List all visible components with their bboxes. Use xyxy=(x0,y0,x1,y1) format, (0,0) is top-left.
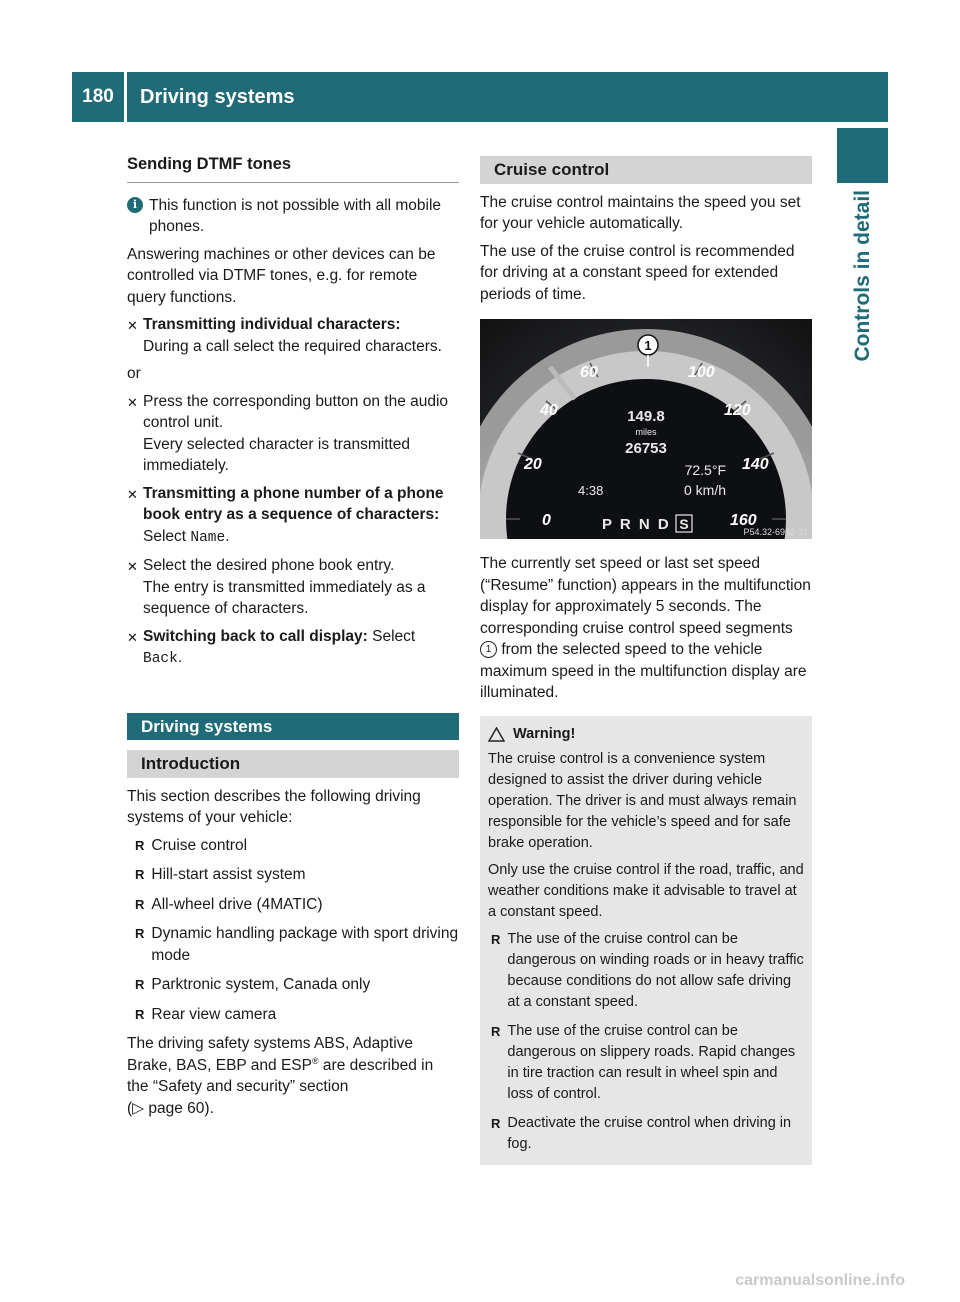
list-item: R Hill-start assist system xyxy=(135,864,459,886)
step-text: The entry is transmitted immediately as a sequence of characters. xyxy=(143,578,426,617)
warning-text: Only use the cruise control if the road, traffic, and weather conditions make it advisable to travel at a constant speed. xyxy=(488,861,804,920)
list-item: R Rear view camera xyxy=(135,1004,459,1026)
step-title: Transmitting individual characters: xyxy=(143,316,401,333)
unit-readout: miles xyxy=(635,427,657,437)
header-title: Driving systems xyxy=(140,85,295,108)
bullet-icon: R xyxy=(491,931,501,947)
step-text: Select xyxy=(143,527,187,545)
systems-list xyxy=(127,835,459,1026)
list-item: R Cruise control xyxy=(135,835,459,857)
speed-label: 60 xyxy=(580,364,598,381)
bullet-icon: R xyxy=(491,1023,501,1039)
intro-heading: Introduction xyxy=(127,750,459,778)
bullet-icon: R xyxy=(491,1115,501,1131)
bullet-icon: R xyxy=(135,837,145,853)
intro-text: This section describes the following driving systems of your vehicle: xyxy=(127,787,421,826)
warning-box xyxy=(480,716,812,1165)
bullet-icon: R xyxy=(135,867,145,882)
info-note xyxy=(127,195,459,238)
step-text: During a call select the required characters. xyxy=(143,337,442,355)
speed-label: 160 xyxy=(730,512,757,529)
step-item xyxy=(127,391,459,477)
side-tab-block xyxy=(837,128,888,183)
bullet-icon: R xyxy=(135,926,145,941)
list-item: R Deactivate the cruise control when driving in fog. xyxy=(491,1113,804,1155)
warning-triangle-icon xyxy=(488,727,505,742)
step-text: Select xyxy=(372,627,416,645)
footer-watermark: carmanualsonline.info xyxy=(735,1272,905,1289)
step-text: Press the corresponding button on the audio control unit. xyxy=(143,392,449,431)
side-tab xyxy=(837,190,888,520)
list-item: R The use of the cruise control can be dangerous on slippery roads. Rapid changes in tire traction can result in wheel spin and loss of control. xyxy=(491,1021,804,1105)
or-text: or xyxy=(127,365,141,382)
step-title: Switching back to call display: xyxy=(143,627,368,645)
section-heading: Driving systems xyxy=(127,713,459,741)
info-icon: i xyxy=(127,197,143,213)
speed-label: 20 xyxy=(524,456,542,473)
dtmf-heading: Sending DTMF tones xyxy=(127,154,459,183)
callout-number: 1 xyxy=(644,338,652,353)
menu-item-back: Back xyxy=(143,651,178,667)
speed-label: 140 xyxy=(742,456,769,473)
step-item xyxy=(127,555,459,620)
step-arrow-icon: ✕ xyxy=(127,629,138,645)
speed-label: 0 xyxy=(542,512,551,529)
page-header xyxy=(72,72,888,122)
bullet-icon: R xyxy=(135,1006,145,1022)
list-item: R All-wheel drive (4MATIC) xyxy=(135,894,459,916)
speed-readout: 0 km/h xyxy=(683,482,726,498)
step-text: Select the desired phone book entry. xyxy=(143,557,395,574)
step-arrow-icon: ✕ xyxy=(127,559,138,574)
warning-title: Warning! xyxy=(488,724,804,745)
instrument-cluster-image xyxy=(480,319,812,539)
warning-text: The cruise control is a convenience system designed to assist the driver during vehicle operation. The driver is and must always remain responsible for the vehicle’s speed and for safe brake operation. xyxy=(488,750,797,851)
step-arrow-icon: ✕ xyxy=(127,394,138,410)
page-number: 180 xyxy=(82,86,114,107)
info-note-text: This function is not possible with all mobile phones. xyxy=(149,196,442,235)
speed-label: 120 xyxy=(724,402,751,419)
step-item: ✕ Transmitting a phone number of a phone book entry as a sequence of characters: Select Name. xyxy=(127,483,459,550)
step-title: Transmitting a phone number of a phone book entry as a sequence of characters: xyxy=(143,484,444,523)
step-text: Every selected character is transmitted immediately. xyxy=(143,435,411,474)
list-item: R The use of the cruise control can be dangerous on winding roads or in heavy traffic because conditions do not allow safe driving at a constant speed. xyxy=(491,929,804,1013)
gear-indicator: P R N D xyxy=(602,516,671,533)
header-divider xyxy=(124,72,127,122)
cruise-control-description: The currently set speed or last set speed (“Resume” function) appears in the multifunction display for approximately 5 seconds. The corresponding cruise control speed segments 1 from the selected speed to the vehicle maximum speed in the multifunction display are illuminated. xyxy=(480,555,811,701)
step-item xyxy=(127,314,459,357)
step-arrow-icon: ✕ xyxy=(127,318,138,333)
speed-label: 100 xyxy=(688,364,715,381)
image-reference: P54.32-6962-31 xyxy=(743,527,808,537)
bullet-icon: R xyxy=(135,977,145,992)
mode-indicator: S xyxy=(679,516,689,532)
menu-item-name: Name xyxy=(190,529,226,546)
left-column xyxy=(127,150,459,1125)
dtmf-intro: Answering machines or other devices can be controlled via DTMF tones, e.g. for remote query functions. xyxy=(127,245,436,306)
speedometer-graphic xyxy=(480,319,812,539)
list-item: R Dynamic handling package with sport driving mode xyxy=(135,923,459,966)
temperature-readout: 72.5°F xyxy=(684,462,726,478)
side-tab-label: Controls in detail xyxy=(850,190,874,362)
step-item: ✕ Switching back to call display: Select Back. xyxy=(127,626,459,671)
cruise-control-text: The use of the cruise control is recommended for driving at a constant speed for extended periods of time. xyxy=(480,242,795,303)
safety-text: The driving safety systems ABS, Adaptive Brake, BAS, EBP and ESP® are described in the “Safety and security” section (▷ page 60). xyxy=(127,1035,434,1117)
cruise-control-text: The cruise control maintains the speed you set for your vehicle automatically. xyxy=(480,193,801,232)
speed-label: 40 xyxy=(540,402,558,419)
step-arrow-icon: ✕ xyxy=(127,486,138,502)
list-item: R Parktronic system, Canada only xyxy=(135,974,459,996)
page-reference-link[interactable]: (▷ page 60). xyxy=(127,1099,214,1117)
odometer-readout: 26753 xyxy=(625,440,667,457)
trip-readout: 149.8 xyxy=(627,408,665,425)
time-readout: 4:38 xyxy=(578,483,604,498)
callout-marker-icon: 1 xyxy=(480,641,497,658)
right-column xyxy=(480,150,812,1165)
bullet-icon: R xyxy=(135,896,145,912)
cruise-control-heading: Cruise control xyxy=(480,156,812,184)
